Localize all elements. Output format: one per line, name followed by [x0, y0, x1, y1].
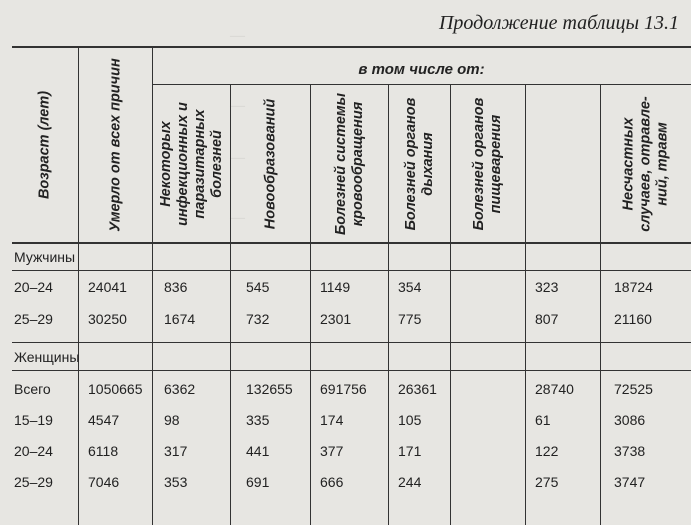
- cell-total: 30250: [88, 311, 127, 327]
- section-label-women: Женщины: [14, 349, 80, 365]
- cell-infectious: 353: [164, 474, 188, 490]
- cell-circulatory: 174: [320, 412, 344, 428]
- header-age-text: Возраст (лет): [36, 90, 53, 199]
- cell-age: 25–29: [14, 311, 53, 327]
- cell-age: 25–29: [14, 474, 53, 490]
- header-infectious-line3: паразитарных: [191, 108, 208, 219]
- header-respiratory-line1: Болезней органов: [402, 97, 419, 230]
- cell-digestive: 323: [535, 279, 559, 295]
- table-row: [0, 407, 691, 433]
- header-respiratory-line2: дыхания: [419, 131, 436, 196]
- cell-neoplasms: 732: [246, 311, 270, 327]
- cell-total: 4547: [88, 412, 120, 428]
- header-digestive-line2: пищеварения: [488, 114, 504, 213]
- header-digestive: [451, 85, 525, 242]
- cell-neoplasms: 132655: [246, 381, 293, 397]
- header-infectious: [153, 85, 230, 242]
- header-digestive-line1: Болезней органов: [471, 97, 487, 230]
- header-accidents-line3: ний, травм: [654, 121, 671, 206]
- header-infectious-line1: Некоторых: [157, 120, 174, 207]
- header-circulatory: [311, 85, 388, 242]
- section-rule-women: [12, 370, 691, 371]
- cell-circulatory: 377: [320, 443, 344, 459]
- cell-accidents: 72525: [614, 381, 653, 397]
- cell-digestive: 28740: [535, 381, 574, 397]
- cell-accidents: 3086: [614, 412, 646, 428]
- table-row: [0, 376, 691, 402]
- section-rule-men: [12, 270, 691, 271]
- table-row: [0, 274, 691, 300]
- header-infectious-line2: инфекционных и: [174, 101, 191, 226]
- cell-neoplasms: 441: [246, 443, 270, 459]
- cell-neoplasms: 691: [246, 474, 270, 490]
- header-circulatory-line2: кровообращения: [349, 101, 366, 226]
- header-neoplasms-line1: Новообразований: [262, 98, 278, 229]
- cell-infectious: 6362: [164, 381, 196, 397]
- cell-total: 7046: [88, 474, 120, 490]
- cell-accidents: 18724: [614, 279, 653, 295]
- header-respiratory: [389, 85, 450, 242]
- cell-total: 1050665: [88, 381, 143, 397]
- section-rule-women-top: [12, 342, 691, 343]
- cell-infectious: 836: [164, 279, 188, 295]
- header-age: [12, 47, 78, 242]
- cell-age: 20–24: [14, 279, 53, 295]
- cell-accidents: 3738: [614, 443, 646, 459]
- cell-circulatory: 1149: [320, 279, 351, 295]
- header-accidents-line1: Несчастных: [620, 117, 637, 210]
- cell-total: 24041: [88, 279, 127, 295]
- cell-circulatory: 2301: [320, 311, 352, 327]
- cell-age: 20–24: [14, 443, 53, 459]
- cell-respiratory: 775: [398, 311, 422, 327]
- cell-accidents: 3747: [614, 474, 646, 490]
- cell-respiratory: 105: [398, 412, 422, 428]
- header-accidents: [601, 85, 691, 242]
- header-bottom-rule: [12, 242, 691, 244]
- cell-respiratory: 26361: [398, 381, 437, 397]
- table-row: [0, 438, 691, 464]
- header-neoplasms: [231, 85, 310, 242]
- cell-respiratory: 244: [398, 474, 422, 490]
- table-row: [0, 469, 691, 495]
- table-row: [0, 306, 691, 332]
- cell-total: 6118: [88, 443, 119, 459]
- cell-digestive: 61: [535, 412, 551, 428]
- cell-neoplasms: 545: [246, 279, 270, 295]
- cell-age: 15–19: [14, 412, 53, 428]
- cell-respiratory: 354: [398, 279, 422, 295]
- cell-circulatory: 666: [320, 474, 344, 490]
- header-infectious-line4: болезней: [208, 129, 225, 198]
- cell-circulatory: 691756: [320, 381, 367, 397]
- cell-digestive: 122: [535, 443, 559, 459]
- cell-digestive: 807: [535, 311, 559, 327]
- cell-infectious: 98: [164, 412, 180, 428]
- header-circulatory-line1: Болезней системы: [332, 92, 349, 235]
- cell-infectious: 317: [164, 443, 188, 459]
- section-label-men: Мужчины: [14, 249, 76, 265]
- cell-neoplasms: 335: [246, 412, 270, 428]
- cell-digestive: 275: [535, 474, 559, 490]
- header-total-text: Умерло от всех причин: [107, 57, 123, 232]
- cell-infectious: 1674: [164, 311, 196, 327]
- cell-age: Всего: [14, 381, 51, 397]
- cell-accidents: 21160: [614, 311, 652, 327]
- cell-respiratory: 171: [398, 443, 422, 459]
- header-subgroup: в том числе от:: [358, 61, 485, 78]
- table-caption: Продолжение таблицы 13.1: [438, 12, 679, 34]
- bleed-through-text: — — — —: [230, 28, 245, 226]
- header-accidents-line2: случаев, отравле-: [637, 95, 654, 232]
- header-total: [79, 47, 152, 242]
